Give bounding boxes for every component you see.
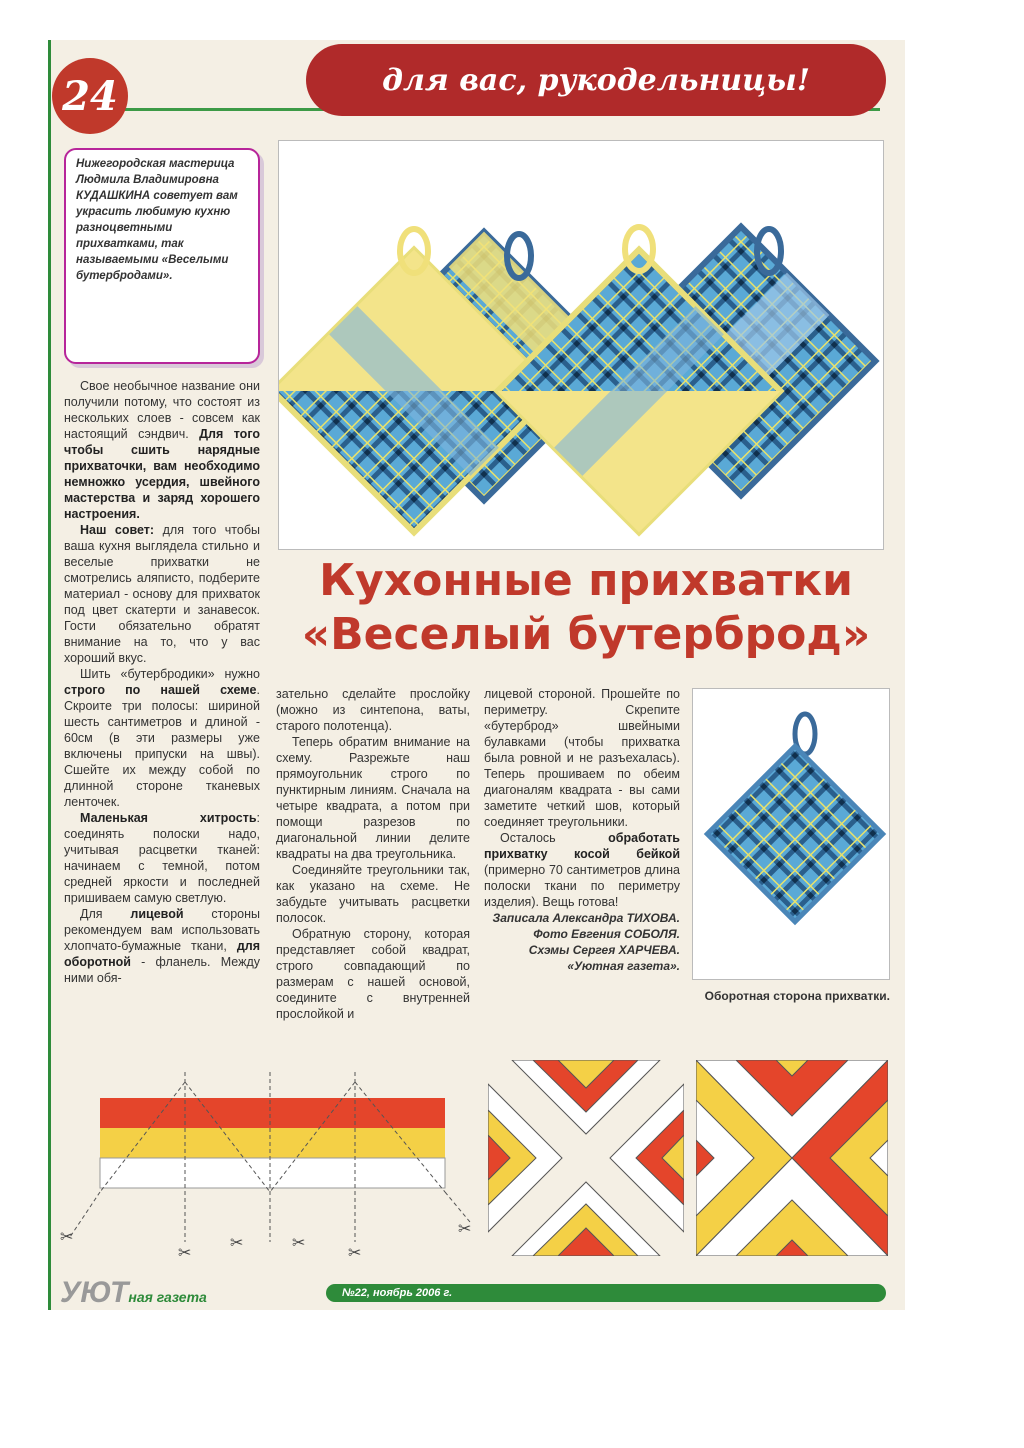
back-side-photo [692, 688, 890, 980]
col2-paragraph-2: Теперь обратим внимание на схему. Разрежьте наш прямоугольник строго по пунктирным линиям. Сначала на четыре квадрата, а потом при помощи разрезов по диагональной линии делите квадраты на два треугольника. [276, 735, 470, 861]
newspaper-logo [60, 1276, 207, 1310]
article-title [286, 554, 886, 662]
brand-sub: ная газета [128, 1289, 207, 1305]
title-line-2: «Веселый бутерброд» [301, 609, 871, 660]
credit-author: Записала Александра ТИХОВА. [492, 911, 680, 925]
back-side-image [693, 689, 889, 979]
col2-paragraph-1: зательно сделайте прослойку (можно из синтепона, ваты, старого полотенца). [276, 687, 470, 733]
strip-white [100, 1158, 445, 1188]
col3-paragraph-1: лицевой стороной. Прошейте по периметру. Скрепите «бутерброд» швейными булавками (чтобы прихватка была ровной и не разъехалась). Теперь прошиваем по обеим диагоналям квадрата - вы сами заметите четкий шов, который соединяет треугольники. [484, 687, 680, 829]
col1-paragraph-3: Шить «бутербродики» нужно строго по нашей схеме. Скроите три полосы: шириной шесть сантиметров и длиной - 60см (в эти размеры уже включены припуски на швы). Сшейте их между собой по длинной стороне тканевых ленточек. [64, 667, 260, 809]
issue-info: №22, ноябрь 2006 г. [342, 1287, 453, 1299]
scissors-icon: ✂ [458, 1219, 472, 1238]
credit-schemes: Схэмы Сергея ХАРЧЕВА. [528, 943, 680, 957]
article-column-1 [64, 378, 260, 986]
scissors-icon: ✂ [348, 1243, 362, 1262]
col2-paragraph-4: Обратную сторону, которая представляет собой квадрат, строго совпадающий по размерам с нашей основой, соедините с внутренней прослойкой и [276, 927, 470, 1021]
col1-paragraph-1: Свое необычное название они получили потому, что состоят из нескольких слоев - совсем как настоящий сэндвич. Для того чтобы сшить нарядные прихваточки, вам необходимо немножко усердия, швейного мастерства и заряд хорошего настроения. [64, 379, 260, 521]
back-side-caption: Оборотная сторона прихватки. [704, 989, 890, 1003]
intro-box [64, 148, 260, 364]
section-title: для вас, рукодельницы! [382, 62, 810, 98]
issue-bar [326, 1284, 886, 1302]
potholders-image [279, 141, 883, 549]
credit-source: «Уютная газета». [567, 959, 680, 973]
col1-paragraph-5: Для лицевой стороны рекомендуем вам использовать хлопчато-бумажные ткани, для оборотной - фланель. Между ними обя- [64, 907, 260, 985]
credit-photo: Фото Евгения СОБОЛЯ. [533, 927, 680, 941]
scissors-icon: ✂ [178, 1243, 192, 1262]
potholders-photo [278, 140, 884, 550]
page-number: 24 [52, 58, 128, 134]
brand-main: УЮТ [60, 1276, 129, 1309]
col1-paragraph-2: Наш совет: для того чтобы ваша кухня выглядела стильно и веселые прихватки не смотрелись аляписто, подберите материал - основу для прихваток под цвет скатерти и занавесок. Гости обязательно обратят внимание на то, что у вас хороший вкус. [64, 523, 260, 665]
intro-text: Нижегородская мастерица Людмила Владимировна КУДАШКИНА советует вам украсить любимую кухню разноцветными прихватками, так называемыми «Веселыми бутербродами». [76, 158, 238, 282]
section-banner [306, 44, 886, 116]
scissors-icons [60, 1219, 471, 1262]
scissors-icon: ✂ [60, 1227, 74, 1246]
strip-red [100, 1098, 445, 1128]
scissors-icon: ✂ [292, 1233, 306, 1252]
col1-paragraph-4: Маленькая хитрость: соединять полоски надо, учитывая расцветки тканей: начинаем с темной, потом средней яркости и последней пришиваем самую светлую. [64, 811, 260, 905]
article-column-2 [276, 686, 470, 1022]
col2-paragraph-3: Соединяйте треугольники так, как указано на схеме. Не забудьте учитывать расцветки полосок. [276, 863, 470, 925]
assembly-diagram-exploded [488, 1060, 684, 1256]
scissors-icon: ✂ [230, 1233, 244, 1252]
credits [484, 910, 680, 974]
cutting-diagram [60, 1062, 480, 1272]
col3-paragraph-2: Осталось обработать прихватку косой бейкой (примерно 70 сантиметров длина полоски ткани по периметру изделия). Вещь готова! [484, 831, 680, 909]
title-line-1: Кухонные прихватки [319, 555, 853, 606]
assembly-diagram-assembled [696, 1060, 888, 1256]
strip-yellow [100, 1128, 445, 1158]
article-column-3 [484, 686, 680, 974]
